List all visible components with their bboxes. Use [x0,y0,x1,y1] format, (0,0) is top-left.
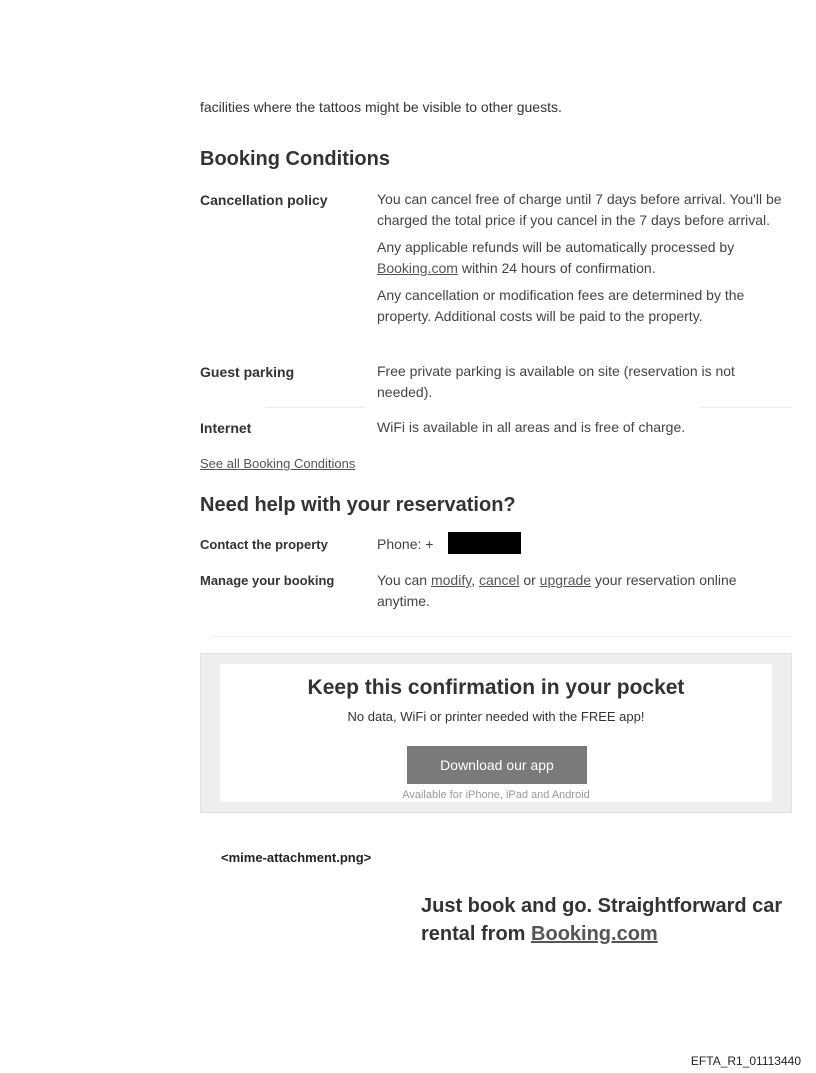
cancellation-policy-label: Cancellation policy [200,192,328,208]
booking-com-link[interactable]: Booking.com [377,260,458,276]
mime-attachment-label: <mime-attachment.png> [221,850,372,865]
divider [210,636,792,637]
booking-conditions-heading: Booking Conditions [200,148,390,170]
car-rental-booking-link[interactable]: Booking.com [531,923,658,945]
document-id: EFTA_R1_01113440 [690,1054,801,1068]
cancel-link[interactable]: cancel [478,572,520,588]
manage-booking-text: You can modify, cancel or upgrade your reservation online anytime. [377,572,737,609]
contact-phone: Phone: + [377,536,434,552]
guest-parking-label: Guest parking [200,364,295,380]
upgrade-link[interactable]: upgrade [539,572,592,588]
app-promo-box [200,653,792,813]
app-promo-inner [220,664,772,802]
divider [265,407,365,408]
divider [700,407,792,408]
internet-text: WiFi is available in all areas and is free of charge. [377,419,686,435]
car-rental-promo: Just book and go. Straightforward car rental from Booking.com [421,895,783,945]
manage-booking-label: Manage your booking [200,573,335,588]
guest-parking-text: Free private parking is available on site (reservation is not needed). [377,363,735,400]
intro-text: facilities where the tattoos might be visible to other guests. [200,99,562,115]
app-availability-text: Available for iPhone, iPad and Android [402,789,590,801]
need-help-heading: Need help with your reservation? [200,494,516,516]
see-all-booking-conditions-link[interactable]: See all Booking Conditions [200,456,356,471]
redacted-phone-number [448,532,521,554]
cancellation-policy-text-1: You can cancel free of charge until 7 days before arrival. You'll be charged the total price if you cancel in the 7 days before arrival. [377,191,782,228]
download-app-button[interactable]: Download our app [407,746,587,784]
cancellation-policy-text-3: Any cancellation or modification fees are determined by the property. Additional costs will be paid to the property. [377,287,745,324]
internet-label: Internet [200,420,252,436]
cancellation-policy-text-2: Any applicable refunds will be automatically processed by Booking.com within 24 hours of confirmation. [377,239,735,276]
app-promo-title: Keep this confirmation in your pocket [307,676,685,699]
modify-link[interactable]: modify [430,572,472,588]
app-promo-subtitle: No data, WiFi or printer needed with the FREE app! [347,709,645,724]
contact-property-label: Contact the property [200,537,328,552]
